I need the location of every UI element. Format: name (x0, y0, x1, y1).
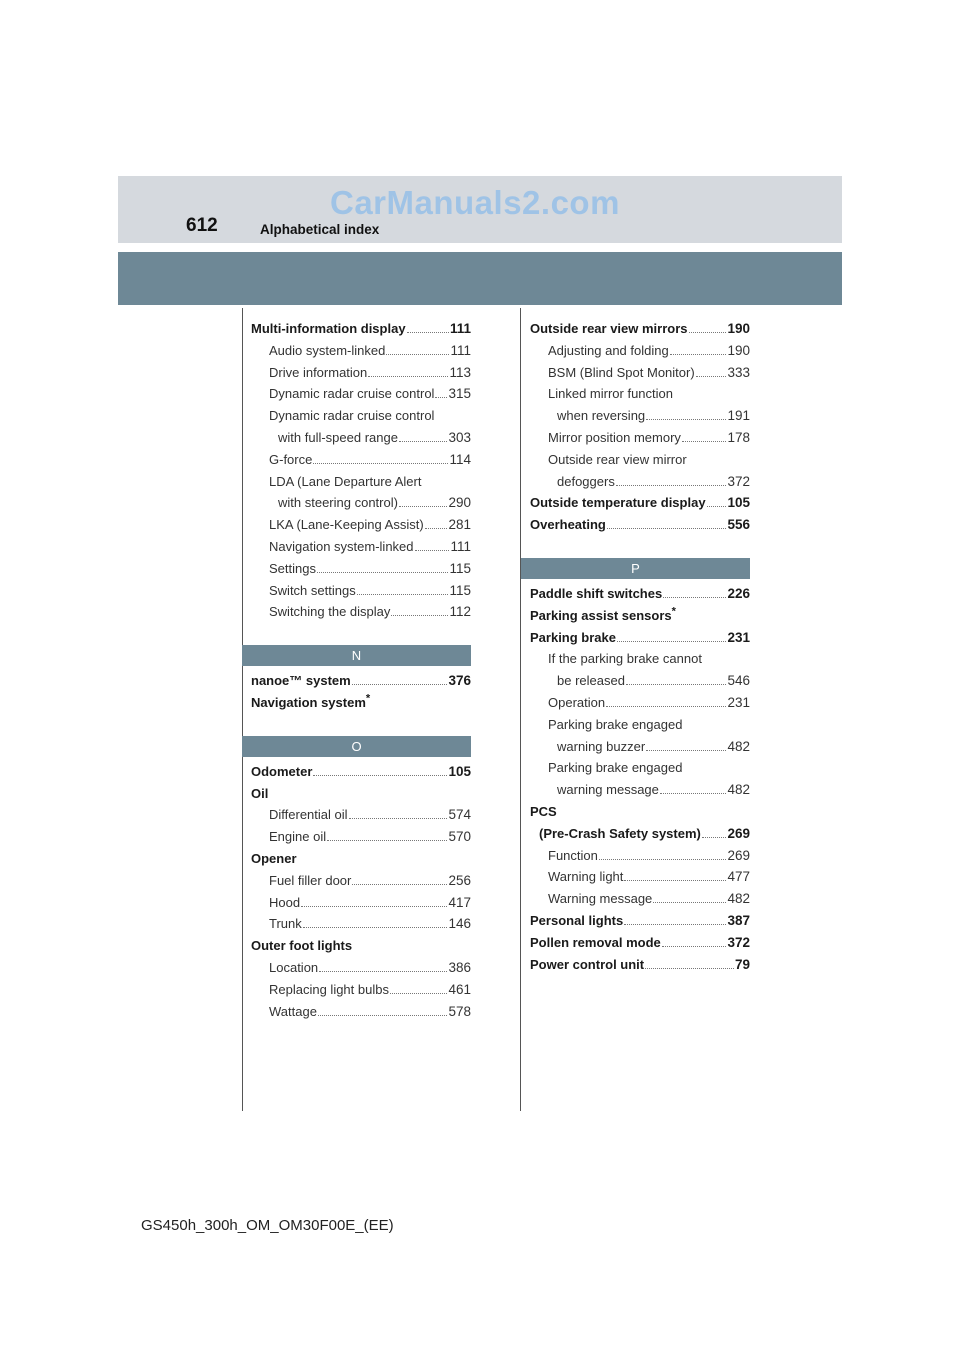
index-entry (530, 583, 750, 605)
index-entry (251, 362, 471, 384)
leader-dots (606, 695, 726, 707)
leader-dots (645, 957, 734, 969)
leader-dots (425, 517, 448, 529)
index-entry (530, 823, 750, 845)
index-entry (251, 913, 471, 935)
index-column-left (251, 318, 471, 1022)
index-entry-page: 231 (727, 629, 750, 645)
index-entry-page: 574 (448, 807, 471, 823)
index-entry (251, 340, 471, 362)
index-entry (251, 536, 471, 558)
index-entry-text: Multi-information display (251, 321, 406, 336)
index-entry (251, 848, 471, 870)
index-entry (530, 648, 750, 670)
leader-dots (301, 895, 447, 907)
leader-dots (682, 430, 727, 442)
index-entry-text: Engine oil (269, 829, 327, 845)
index-entry (251, 514, 471, 536)
index-entry-text: Parking brake engaged (548, 716, 683, 732)
index-entry-page: 256 (448, 872, 471, 888)
index-group-o-cont (530, 318, 750, 536)
index-entry (530, 692, 750, 714)
leader-dots (319, 960, 447, 972)
index-entry-text: PCS (530, 803, 557, 819)
leader-dots (327, 829, 447, 841)
leader-dots (303, 916, 448, 928)
leader-dots (607, 517, 727, 529)
index-entry (251, 405, 471, 427)
index-entry-page: 387 (727, 912, 750, 928)
index-entry-text: Paddle shift switches (530, 585, 663, 601)
index-entry-text: Odometer (251, 763, 313, 779)
index-entry-page: 231 (727, 694, 750, 710)
index-entry-text: Hood (269, 894, 301, 910)
document-code: GS450h_300h_OM_OM30F00E_(EE) (141, 1217, 394, 1234)
leader-dots (670, 343, 727, 355)
index-entry-text: LDA (Lane Departure Alert (269, 473, 422, 489)
leader-dots (660, 782, 727, 794)
index-entry-text: with full-speed range (278, 429, 398, 445)
index-entry (251, 957, 471, 979)
header-band (118, 252, 842, 305)
index-entry-page: 111 (449, 321, 471, 336)
index-entry-text: warning message (557, 782, 659, 798)
leader-dots (624, 913, 726, 925)
index-entry-text: Warning light (548, 869, 624, 885)
index-entry-page: 269 (727, 825, 750, 841)
column-divider-right (520, 308, 521, 1111)
index-entry (530, 954, 750, 976)
index-entry-text: LKA (Lane-Keeping Assist) (269, 517, 424, 533)
index-entry (530, 888, 750, 910)
index-entry-text: Navigation system (251, 694, 366, 710)
index-entry-text: Location (269, 959, 319, 975)
leader-dots (390, 982, 448, 994)
index-entry (251, 1001, 471, 1023)
index-entry (530, 910, 750, 932)
index-entry (251, 935, 471, 957)
leader-dots (646, 739, 726, 751)
index-entry (251, 471, 471, 493)
leader-dots (368, 365, 448, 377)
page-number: 612 (186, 215, 218, 236)
index-entry-text: Switch settings (269, 582, 356, 598)
page-title: Alphabetical index (260, 222, 380, 237)
index-entry-page: 190 (727, 321, 750, 336)
leader-dots (689, 321, 727, 333)
index-entry (251, 979, 471, 1001)
index-entry-text: Replacing light bulbs (269, 981, 389, 997)
leader-dots (599, 848, 727, 860)
index-entry (251, 692, 471, 714)
index-entry-page: 111 (450, 342, 471, 358)
leader-dots (415, 539, 450, 551)
index-entry-page: 546 (727, 673, 750, 689)
index-entry-text: If the parking brake cannot (548, 651, 702, 667)
leader-dots (616, 474, 727, 486)
index-entry (251, 826, 471, 848)
index-entry-page: 303 (448, 429, 471, 445)
index-entry-text: Oil (251, 785, 269, 801)
index-entry-page: 191 (727, 408, 750, 424)
index-entry (530, 605, 750, 627)
index-entry-text: Outside rear view mirror (548, 451, 687, 467)
index-entry (251, 783, 471, 805)
leader-dots (626, 673, 727, 685)
index-entry-text: Pollen removal mode (530, 934, 661, 950)
index-entry-text: Opener (251, 850, 297, 866)
index-entry-page: 333 (727, 364, 750, 380)
index-entry-page: 190 (727, 342, 750, 358)
index-entry-text: Power control unit (530, 956, 645, 972)
index-group-m (251, 318, 471, 623)
index-entry-text: BSM (Blind Spot Monitor) (548, 364, 695, 380)
section-header-n: N (242, 645, 471, 666)
index-entry-page: 115 (449, 582, 471, 598)
section-header-p: P (521, 558, 750, 579)
index-group-o (251, 761, 471, 1023)
index-entry-page: 482 (727, 891, 750, 907)
index-entry (251, 492, 471, 514)
leader-dots (662, 935, 727, 947)
index-entry (530, 340, 750, 362)
index-entry-page: 226 (727, 585, 750, 601)
index-entry-text: G-force (269, 451, 313, 467)
index-entry-page: 482 (727, 738, 750, 754)
leader-dots (391, 604, 448, 616)
index-entry-text: defoggers (557, 473, 615, 489)
index-entry (530, 492, 750, 514)
index-entry (251, 558, 471, 580)
index-entry-text: Outer foot lights (251, 938, 353, 954)
index-entry-text: Drive information (269, 364, 368, 380)
leader-dots (617, 630, 726, 642)
leader-dots (352, 673, 448, 685)
index-entry-page: 372 (727, 934, 750, 950)
index-entry-text: be released (557, 673, 625, 689)
leader-dots (313, 452, 448, 464)
index-entry-text: Function (548, 847, 598, 863)
section-header-o: O (242, 736, 471, 757)
index-entry (530, 627, 750, 649)
index-entry (530, 514, 750, 536)
index-entry-text: Personal lights (530, 912, 624, 928)
index-entry-page: 461 (448, 981, 471, 997)
index-entry (530, 736, 750, 758)
index-entry-page: 417 (448, 894, 471, 910)
index-entry-text: Operation (548, 694, 606, 710)
watermark-logo: CarManuals2.com (330, 184, 620, 221)
index-entry-text: Linked mirror function (548, 386, 673, 402)
leader-dots (702, 826, 727, 838)
footnote-star: * (365, 692, 371, 705)
footnote-star: * (671, 605, 676, 618)
leader-dots (318, 1004, 448, 1016)
leader-dots (386, 343, 449, 355)
index-entry-page: 290 (448, 495, 471, 511)
index-group-p (530, 583, 750, 975)
index-entry-text: Fuel filler door (269, 872, 352, 888)
index-entry-text: Differential oil (269, 807, 348, 823)
leader-dots (313, 764, 447, 776)
index-entry (251, 761, 471, 783)
index-entry-text: Outside temperature display (530, 495, 706, 511)
index-entry (530, 471, 750, 493)
index-entry (251, 580, 471, 602)
index-entry-text: Dynamic radar cruise control (269, 408, 435, 424)
index-entry-page: 281 (448, 517, 471, 533)
index-entry (530, 801, 750, 823)
leader-dots (663, 586, 726, 598)
index-entry-text: Overheating (530, 517, 606, 533)
index-entry-page: 114 (449, 451, 471, 467)
index-entry (530, 405, 750, 427)
index-entry (530, 318, 750, 340)
index-entry-page: 482 (727, 782, 750, 798)
leader-dots (646, 408, 726, 420)
index-entry-text: Parking brake engaged (548, 760, 683, 776)
index-group-n (251, 670, 471, 714)
index-entry-text: Adjusting and folding (548, 342, 669, 358)
index-entry (530, 427, 750, 449)
leader-dots (349, 807, 448, 819)
index-entry (530, 362, 750, 384)
index-entry-page: 113 (449, 364, 471, 380)
column-divider-left (242, 308, 243, 1111)
index-entry (530, 757, 750, 779)
index-entry (530, 383, 750, 405)
leader-dots (352, 873, 447, 885)
index-entry (530, 714, 750, 736)
index-entry-text: Outside rear view mirrors (530, 321, 688, 336)
index-entry-page: 111 (450, 538, 471, 554)
index-entry-text: Navigation system-linked (269, 538, 414, 554)
leader-dots (399, 495, 448, 507)
leader-dots (707, 495, 727, 507)
index-entry (530, 449, 750, 471)
index-entry-page: 79 (734, 956, 750, 972)
index-entry-text: when reversing (557, 408, 646, 424)
index-entry (251, 892, 471, 914)
leader-dots (653, 891, 726, 903)
index-entry-text: nanoe™ system (251, 673, 351, 689)
index-entry-page: 115 (449, 560, 471, 576)
index-entry-text: warning buzzer (557, 738, 646, 754)
index-entry-text: Audio system-linked (269, 342, 386, 358)
index-entry (530, 845, 750, 867)
index-entry-page: 386 (448, 959, 471, 975)
index-entry (530, 779, 750, 801)
index-entry-page: 556 (727, 517, 750, 533)
leader-dots (435, 386, 447, 398)
index-entry-page: 105 (727, 495, 750, 511)
index-entry-text: Parking assist sensors (530, 607, 672, 623)
index-entry-text: Mirror position memory (548, 429, 681, 445)
index-entry-text: (Pre-Crash Safety system) (539, 825, 701, 841)
index-entry-page: 269 (727, 847, 750, 863)
index-entry-text: Warning message (548, 891, 653, 907)
index-entry-page: 578 (448, 1003, 471, 1019)
leader-dots (357, 583, 449, 595)
index-entry-text: Dynamic radar cruise control (269, 386, 435, 402)
index-entry-page: 372 (727, 473, 750, 489)
index-entry-page: 315 (448, 386, 471, 402)
index-entry (251, 670, 471, 692)
index-entry-text: Switching the display (269, 604, 391, 620)
index-entry (530, 866, 750, 888)
index-entry (530, 670, 750, 692)
index-entry-page: 112 (449, 604, 471, 620)
index-entry-page: 570 (448, 829, 471, 845)
leader-dots (696, 365, 727, 377)
index-entry-text: Trunk (269, 916, 302, 932)
index-entry (251, 601, 471, 623)
index-entry-text: Wattage (269, 1003, 317, 1019)
leader-dots (317, 561, 448, 573)
index-entry (251, 318, 471, 340)
index-column-right (530, 318, 750, 975)
leader-dots (399, 430, 448, 442)
index-entry (251, 804, 471, 826)
index-entry (251, 427, 471, 449)
leader-dots (407, 321, 449, 333)
leader-dots (624, 869, 726, 881)
index-entry-page: 477 (727, 869, 750, 885)
index-entry (251, 383, 471, 405)
index-entry-page: 376 (448, 673, 471, 689)
index-entry (251, 870, 471, 892)
index-entry-text: Settings (269, 560, 316, 576)
index-entry (530, 932, 750, 954)
index-entry-page: 105 (448, 763, 471, 779)
index-entry-page: 178 (727, 429, 750, 445)
index-entry-page: 146 (448, 916, 471, 932)
index-entry (251, 449, 471, 471)
index-entry-text: Parking brake (530, 629, 616, 645)
index-entry-text: with steering control) (278, 495, 398, 511)
